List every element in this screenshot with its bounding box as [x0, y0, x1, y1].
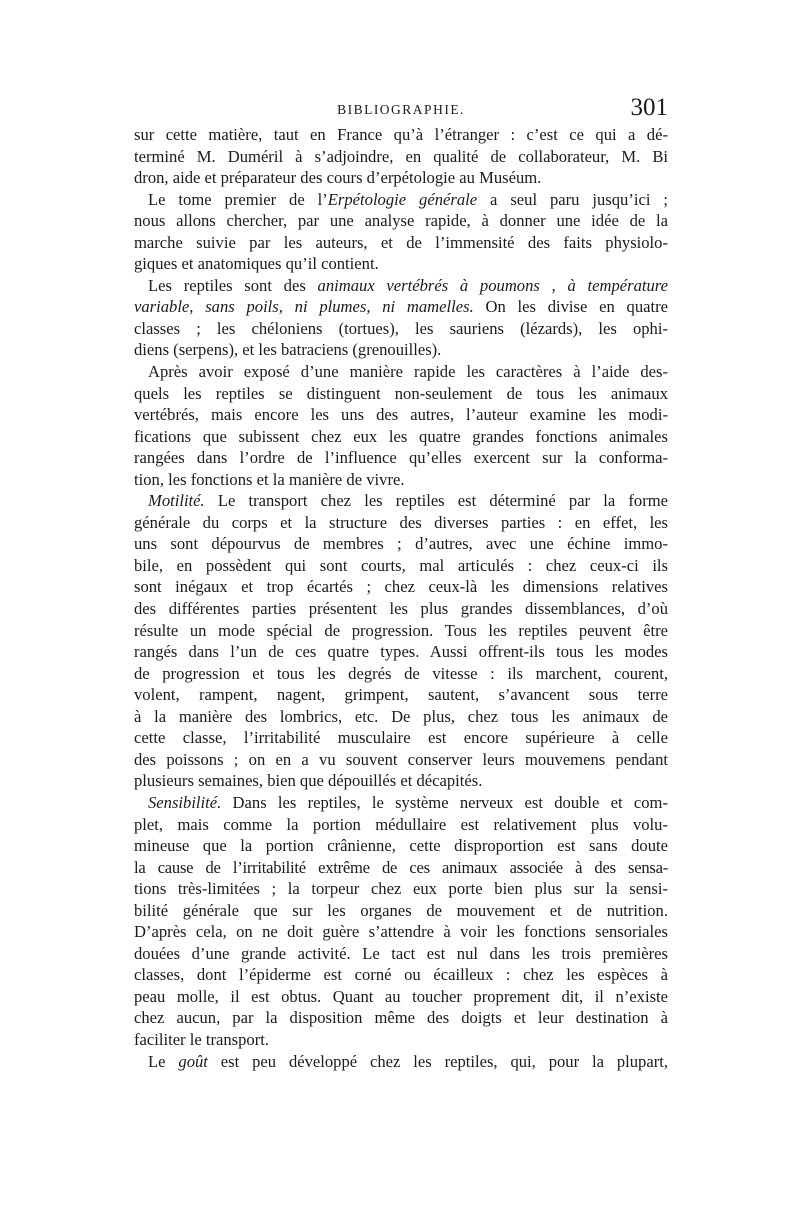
text-line [134, 490, 668, 512]
running-head-title: BIBLIOGRAPHIE. [337, 102, 465, 117]
text-run: a seul paru jusqu’ici ; [477, 189, 668, 209]
text-run: Le transport chez les reptiles est déterminé par la forme [204, 491, 668, 511]
text-line: plet, mais comme la portion médullaire est relativement plus volu- [134, 814, 668, 834]
text-line: Après avoir exposé d’une manière rapide les caractères à l’aide des- [148, 362, 668, 382]
text-line: uns sont dépourvus de membres ; d’autres, avec une échine immo- [134, 534, 668, 554]
text-line: diens (serpens), et les batraciens (grenouilles). [134, 340, 442, 360]
text-line: bilité générale que sur les organes de mouvement et de nutrition. [134, 900, 668, 920]
text-run: Les reptiles sont des [148, 275, 318, 295]
text-line: classes ; les chéloniens (tortues), les sauriens (lézards), les ophi- [134, 318, 668, 338]
text-line: cette classe, l’irritabilité musculaire est encore supérieure à celle [134, 728, 668, 748]
text-line: vertébrés, mais encore les uns des autres, l’auteur examine les modi- [134, 405, 668, 425]
text-run: Dans les reptiles, le système nerveux est double et com- [221, 792, 668, 812]
text-line: dron, aide et préparateur des cours d’erpétologie au Muséum. [134, 168, 542, 188]
text-line [134, 296, 668, 318]
text-line: tion, les fonctions et la manière de vivre. [134, 469, 405, 489]
text-line: quels les reptiles se distinguent non-seulement de tous les animaux [134, 383, 668, 403]
text-run: Le tome premier de l’ [148, 189, 328, 209]
text-line: des différentes parties présentent les plus grandes dissemblances, d’où [134, 599, 668, 619]
text-line: marche suivie par les auteurs, et de l’immensité des faits physiolo- [134, 232, 668, 252]
text-line: faciliter le transport. [134, 1029, 269, 1049]
running-head [134, 96, 668, 126]
text-line: sont inégaux et trop écartés ; chez ceux-là les dimensions relatives [134, 577, 668, 597]
text-line: rangées dans l’ordre de l’influence qu’elles exercent sur la conforma- [134, 448, 668, 468]
text-line: tions très-limitées ; la torpeur chez eux porte bien plus sur la sensi- [134, 879, 668, 899]
text-line: plusieurs semaines, bien que dépouillés et décapités. [134, 771, 483, 791]
italic-term: goût [178, 1051, 208, 1071]
text-run: Le [148, 1051, 179, 1071]
italic-term: animaux vertébrés à poumons , à température [317, 275, 668, 295]
italic-term: variable, sans poils, ni plumes, ni mamelles. [134, 297, 474, 317]
text-line: résulte un mode spécial de progression. Tous les reptiles peuvent être [134, 620, 668, 640]
text-line: douées d’une grande activité. Le tact est nul dans les trois premières [134, 943, 668, 963]
text-line: classes, dont l’épiderme est corné ou écailleux : chez les espèces à [134, 965, 668, 985]
body-text [134, 124, 668, 1072]
page-number: 301 [630, 94, 668, 121]
text-line: mineuse que la portion crânienne, cette disproportion est sans doute [134, 836, 668, 856]
text-line: chez aucun, par la disposition même des doigts et leur destination à [134, 1008, 668, 1028]
text-line: générale du corps et la structure des diverses parties : en effet, les [134, 512, 668, 532]
text-line: nous allons chercher, par une analyse rapide, à donner une idée de la [134, 211, 668, 231]
text-line: sur cette matière, taut en France qu’à l’étranger : c’est ce qui a dé- [134, 125, 668, 144]
text-line: à la manière des lombrics, etc. De plus, chez tous les animaux de [134, 706, 668, 726]
italic-term: Sensibilité. [148, 792, 222, 812]
text-line: rangés dans l’un de ces quatre types. Aussi offrent-ils tous les modes [134, 642, 668, 662]
italic-term: Erpétologie générale [327, 189, 478, 209]
text-line [134, 189, 668, 211]
text-line: des poissons ; on en a vu souvent conserver leurs mouvemens pendant [134, 749, 668, 769]
text-line [134, 275, 668, 297]
text-run: On les divise en quatre [473, 297, 669, 317]
text-line: giques et anatomiques qu’il contient. [134, 254, 379, 274]
text-line: D’après cela, on ne doit guère s’attendre à voir les fonctions sensoriales [134, 922, 668, 942]
text-line: terminé M. Duméril à s’adjoindre, en qualité de collaborateur, M. Bi [134, 146, 668, 166]
text-line: bile, en possèdent qui sont courts, mal articulés : chez ceux-ci ils [134, 555, 668, 575]
text-line: fications que subissent chez eux les quatre grandes fonctions animales [134, 426, 668, 446]
text-run: est peu développé chez les reptiles, qui, pour la plupart, [207, 1051, 668, 1071]
text-line: volent, rampent, nagent, grimpent, sautent, s’avancent sous terre [134, 685, 668, 705]
text-line: peau molle, il est obtus. Quant au toucher proprement dit, il n’existe [134, 986, 668, 1006]
italic-term: Motilité. [148, 491, 205, 511]
text-line: la cause de l’irritabilité extrême de ces animaux associée à des sensa- [134, 857, 668, 877]
text-line: de progression et tous les degrés de vitesse : ils marchent, courent, [134, 663, 668, 683]
text-line [134, 792, 668, 814]
text-line [134, 1051, 668, 1073]
